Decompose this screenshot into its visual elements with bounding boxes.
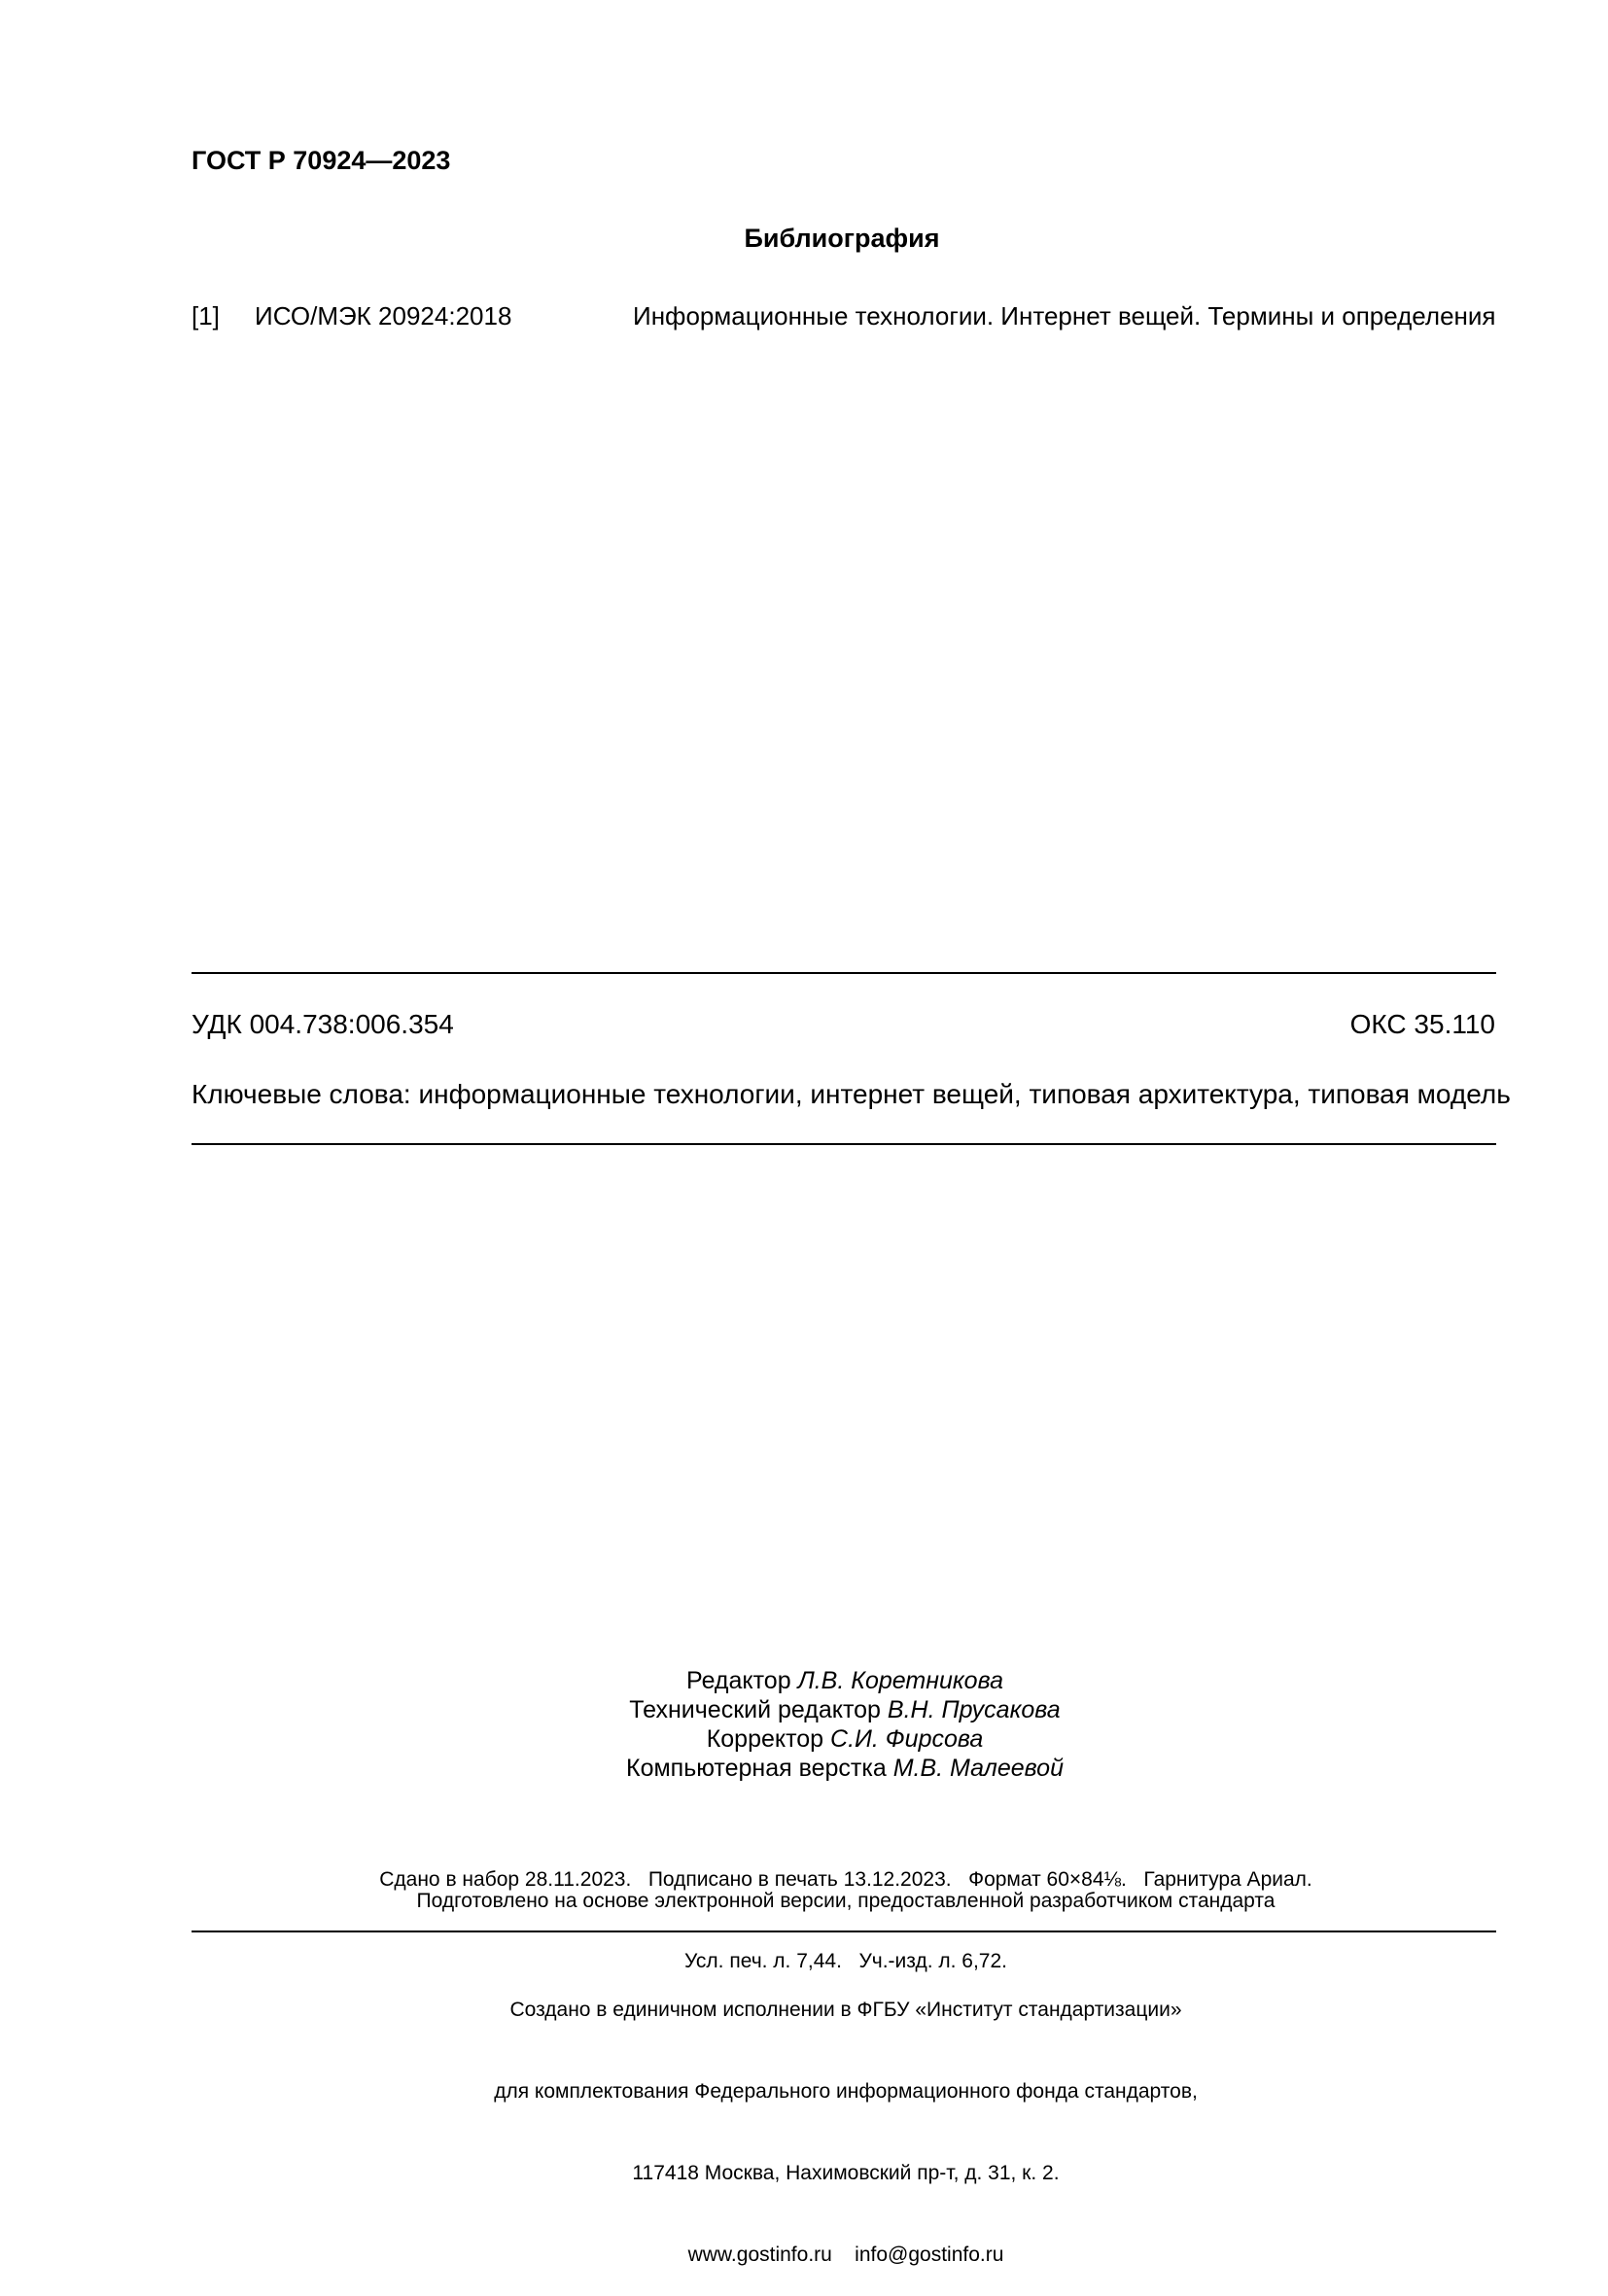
divider-bottom — [192, 1931, 1496, 1932]
credit-line — [0, 1666, 1608, 1695]
udc-code: УДК 004.738:006.354 — [192, 1009, 454, 1039]
prepared-note: Подготовлено на основе электронной версии, предоставленной разработчиком стандарта — [416, 1890, 1276, 1912]
oks-code: ОКС 35.110 — [1349, 1009, 1495, 1039]
print-info-line: Усл. печ. л. 7,44. Уч.-изд. л. 6,72. — [683, 1950, 1007, 1972]
bibliography-entry-number: [1] — [192, 301, 220, 330]
credit-name: С.И. Фирсова — [830, 1725, 984, 1753]
print-info-line: Сдано в набор 28.11.2023. Подписано в печать 13.12.2023. Формат 60×84⅛. Гарнитура Ариал. — [379, 1868, 1312, 1891]
divider-top — [192, 972, 1496, 974]
bibliography-entry-reference: ИСО/МЭК 20924:2018 — [255, 301, 512, 330]
keywords: Ключевые слова: информационные технологии, интернет вещей, типовая архитектура, типовая модель — [192, 1079, 1511, 1109]
credit-line — [0, 1724, 1608, 1754]
divider-middle — [192, 1143, 1496, 1145]
publisher-contacts: www.gostinfo.ru info@gostinfo.ru — [687, 2244, 1004, 2266]
credit-name: В.Н. Прусакова — [887, 1696, 1061, 1723]
publisher-line: 117418 Москва, Нахимовский пр-т, д. 31, к. 2. — [632, 2162, 1060, 2184]
publisher-line: Создано в единичном исполнении в ФГБУ «Институт стандартизации» — [509, 1999, 1182, 2021]
publisher-line: для комплектования Федерального информационного фонда стандартов, — [494, 2080, 1198, 2103]
credit-role: Редактор — [686, 1667, 791, 1694]
bibliography-entry-name: Информационные технологии. Интернет вещей. Термины и определения — [633, 301, 1496, 330]
publisher-block — [0, 1942, 1608, 2296]
credit-role: Технический редактор — [629, 1696, 881, 1723]
credits-block — [0, 1666, 1608, 1783]
credit-role: Компьютерная верстка — [626, 1755, 887, 1782]
bibliography-title: Библиография — [744, 224, 940, 253]
credit-line — [0, 1695, 1608, 1724]
credit-role: Корректор — [706, 1725, 824, 1753]
credit-line — [0, 1754, 1608, 1783]
document-code: ГОСТ Р 70924—2023 — [192, 146, 451, 175]
credit-name: М.В. Малеевой — [892, 1755, 1064, 1782]
credit-name: Л.В. Коретникова — [797, 1667, 1003, 1694]
